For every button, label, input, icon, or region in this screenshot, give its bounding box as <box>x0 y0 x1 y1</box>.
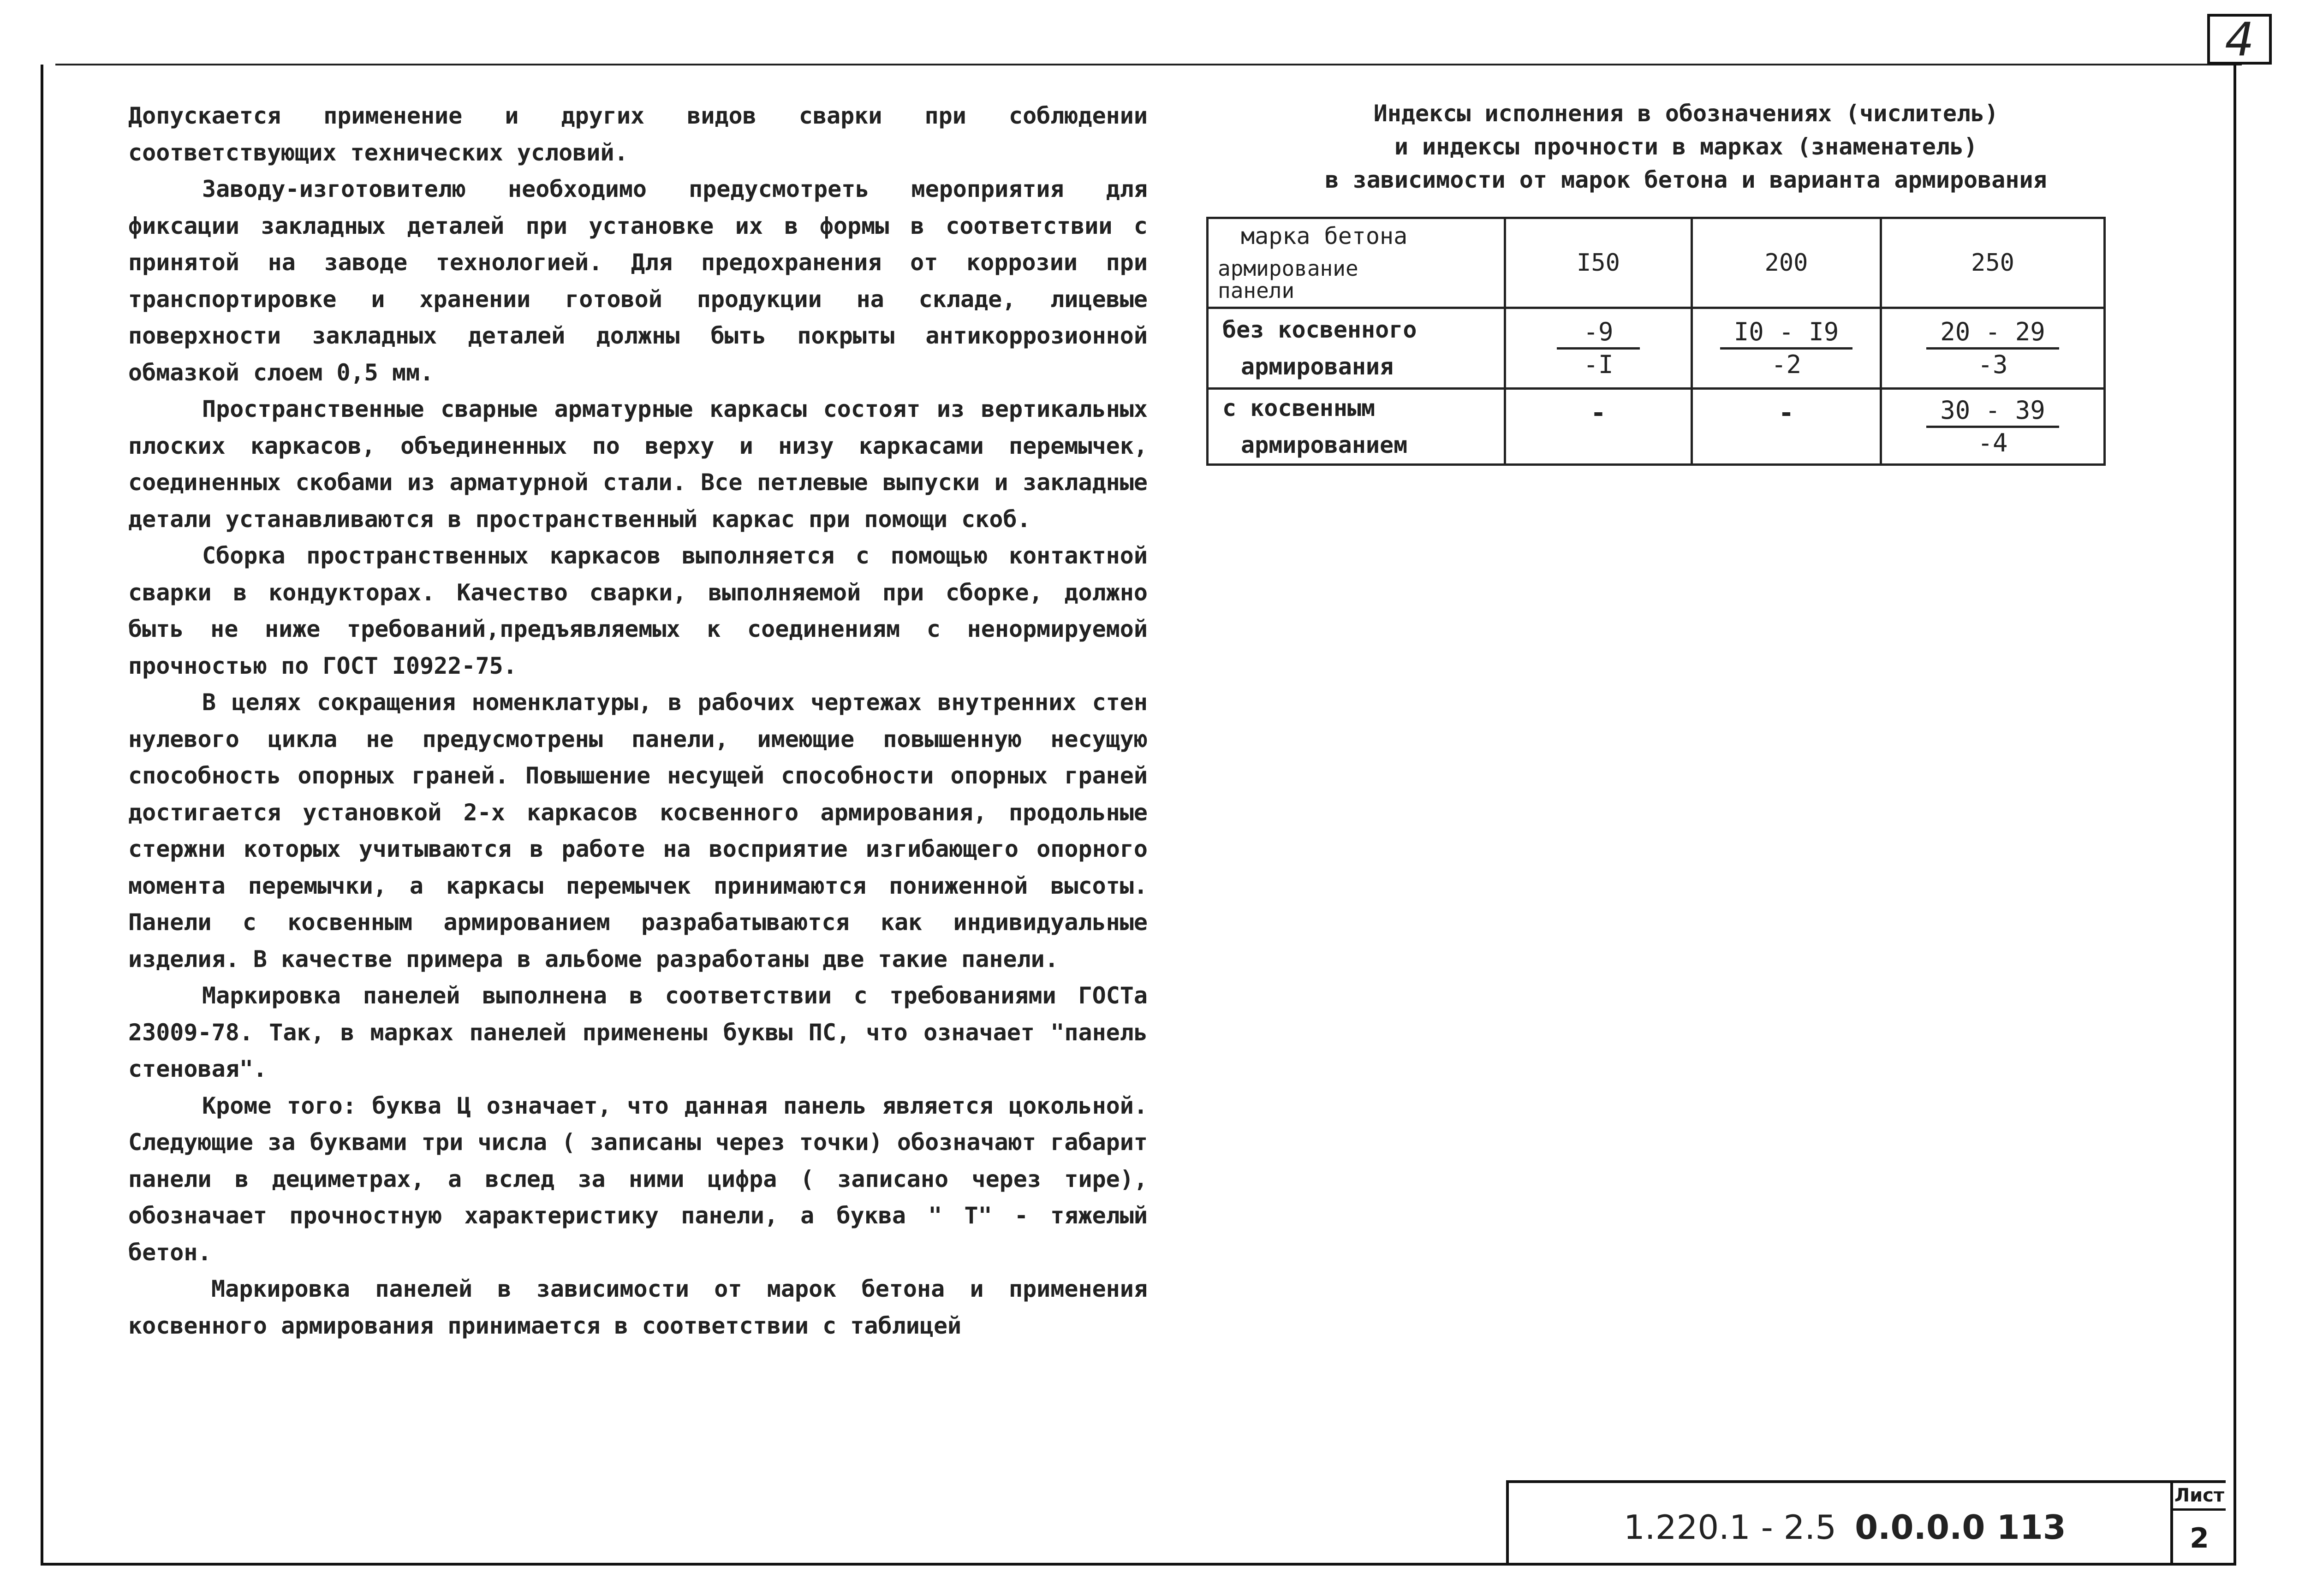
cell-denominator: -2 <box>1771 350 1802 379</box>
table-title-line-1: Индексы исполнения в обозначениях (числитель) <box>1373 100 1999 127</box>
paragraph-1: Допускается применение и других видов сварки при соблюдении соответствующих технических условий. <box>128 102 1148 166</box>
row-label-line-2: армирования <box>1241 353 1394 380</box>
row-label-line-1: без косвенного <box>1222 316 1417 343</box>
column-header-200: 200 <box>1692 218 1881 308</box>
cell-numerator: 30 - 39 <box>1926 395 2059 428</box>
sheet-cell <box>2170 1480 2226 1566</box>
paragraph-2: Заводу-изготовителю необходимо предусмотреть мероприятия для фиксации закладных деталей при установке их в формы в соответствии с принятой на заводе технологией. Для предохранения от коррозии при транспортировке и хранении готовой продукции на складе, лицевые поверхности закладных деталей должны быть покрыты антикоррозионной обмазкой слоем 0,5 мм. <box>128 176 1148 386</box>
page-corner-number: 4 <box>2207 14 2272 65</box>
cell-numerator: -9 <box>1557 317 1640 350</box>
table-title-line-3: в зависимости от марок бетона и варианта армирования <box>1325 166 2047 193</box>
table-cell-empty: - <box>1505 389 1692 465</box>
column-header-250: 250 <box>1881 218 2105 308</box>
sheet-number: 2 <box>2190 1522 2209 1554</box>
table-cell <box>1505 308 1692 389</box>
table-cell <box>1692 308 1881 389</box>
corner-label-panel: панели <box>1218 278 1295 303</box>
paragraph-3: Пространственные сварные арматурные каркасы состоят из вертикальных плоских каркасов, объединенных по верху и низу каркасами перемычек, соединенных скобами из арматурной стали. Все петлевые выпуски и закладные детали устанавливаются в пространственный каркас при помощи скоб. <box>128 396 1148 533</box>
row-label-line-2: армированием <box>1241 432 1408 458</box>
cell-numerator: I0 - I9 <box>1720 317 1853 350</box>
cell-denominator: -I <box>1583 350 1614 379</box>
column-header-150: I50 <box>1505 218 1692 308</box>
table-cell-empty: - <box>1692 389 1881 465</box>
corner-label-reinforcement: армирование <box>1218 256 1358 281</box>
document-code-series: 1.220.1 - 2.5 <box>1624 1508 1837 1547</box>
document-code <box>1624 1508 2066 1547</box>
table-row <box>1208 308 2105 389</box>
table-row <box>1208 389 2105 465</box>
row-label <box>1208 308 1505 389</box>
body-text <box>128 98 1148 1344</box>
sheet-label: Лист <box>2173 1483 2226 1511</box>
table-cell <box>1881 308 2105 389</box>
paragraph-6: Маркировка панелей выполнена в соответствии с требованиями ГОСТа 23009-78. Так, в марках панелей применены буквы ПС, что означает "панель стеновая". <box>128 982 1148 1082</box>
table-title <box>1218 97 2154 196</box>
table-corner-cell <box>1208 218 1505 308</box>
paragraph-5: В целях сокращения номенклатуры, в рабочих чертежах внутренних стен нулевого цикла не предусмотрены панели, имеющие повышенную несущую способность опорных граней. Повышение несущей способности опорных граней достигается установкой 2-х каркасов косвенного армирования, продольные стержни которых учитываются в работе на восприятие изгибающего опорного момента перемычки, а каркасы перемычек принимаются пониженной высоты. Панели с косвенным армированием разрабатываются как индивидуальные изделия. В качестве примера в альбоме разработаны две такие панели. <box>128 689 1148 973</box>
row-label <box>1208 389 1505 465</box>
table-title-line-2: и индексы прочности в марках (знаменатель) <box>1394 133 1978 160</box>
paragraph-4: Сборка пространственных каркасов выполняется с помощью контактной сварки в кондукторах. Качество сварки, выполняемой при сборке, должно быть не ниже требований,предъявляемых к соединениям с ненормируемой прочностью по ГОСТ I0922-75. <box>128 542 1148 679</box>
cell-denominator: -4 <box>1977 428 2008 457</box>
marking-table <box>1206 217 2106 466</box>
paragraph-8: Маркировка панелей в зависимости от марок бетона и применения косвенного армирования принимается в соответствии с таблицей <box>128 1276 1148 1339</box>
cell-denominator: -3 <box>1977 350 2008 379</box>
table-cell <box>1881 389 2105 465</box>
document-code-number: 0.0.0.0 113 <box>1855 1508 2066 1547</box>
paragraph-7: Кроме того: буква Ц означает, что данная панель является цокольной. Следующие за буквами три числа ( записаны через точки) обозначают габарит панели в дециметрах, а вслед за ними цифра ( записано через тире), обозначает прочностную характеристику панели, а буква " Т" - тяжелый бетон. <box>128 1092 1148 1266</box>
row-label-line-1: с косвенным <box>1222 395 1376 421</box>
corner-label-concrete: марка бетона <box>1241 223 1408 249</box>
cell-numerator: 20 - 29 <box>1926 317 2059 350</box>
table-header-row <box>1208 218 2105 308</box>
